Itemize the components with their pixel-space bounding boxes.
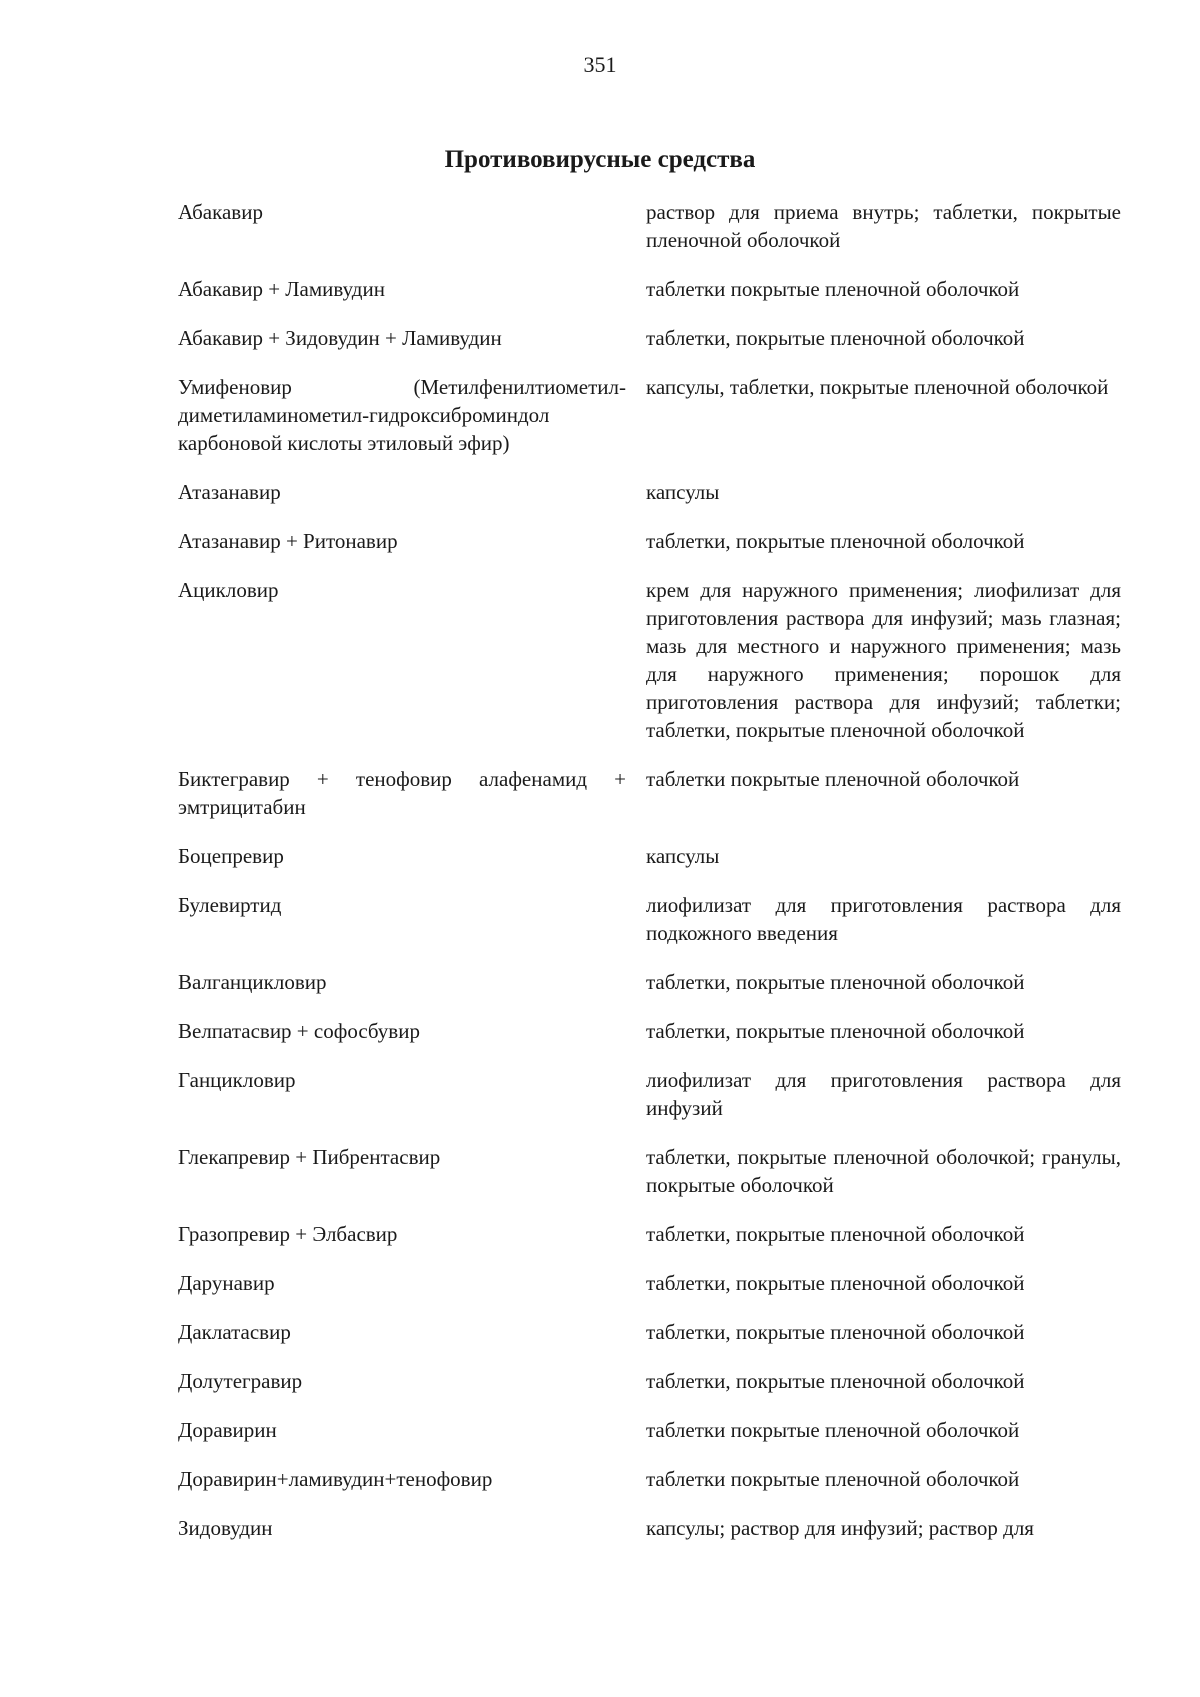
drug-list xyxy=(178,198,1125,1563)
dosage-form: таблетки, покрытые пленочной оболочкой; гранулы, покрытые оболочкой xyxy=(646,1145,1121,1197)
dosage-form: таблетки, покрытые пленочной оболочкой xyxy=(646,970,1025,994)
drug-entry xyxy=(178,891,1125,947)
dosage-form: таблетки, покрытые пленочной оболочкой xyxy=(646,1271,1025,1295)
drug-entry xyxy=(178,1269,1125,1297)
drug-entry xyxy=(178,1220,1125,1248)
dosage-form: таблетки, покрытые пленочной оболочкой xyxy=(646,529,1025,553)
drug-entry xyxy=(178,275,1125,303)
dosage-form: таблетки, покрытые пленочной оболочкой xyxy=(646,1222,1025,1246)
dosage-form: таблетки покрытые пленочной оболочкой xyxy=(646,277,1020,301)
dosage-form: таблетки покрытые пленочной оболочкой xyxy=(646,767,1020,791)
drug-name: Доравирин xyxy=(178,1418,277,1442)
dosage-form: таблетки покрытые пленочной оболочкой xyxy=(646,1418,1020,1442)
dosage-form: капсулы; раствор для инфузий; раствор для xyxy=(646,1516,1034,1540)
drug-entry xyxy=(178,1514,1125,1542)
dosage-form: таблетки, покрытые пленочной оболочкой xyxy=(646,1019,1025,1043)
drug-name: Абакавир + Зидовудин + Ламивудин xyxy=(178,326,502,350)
dosage-form: таблетки, покрытые пленочной оболочкой xyxy=(646,326,1025,350)
drug-name: Боцепревир xyxy=(178,844,284,868)
drug-name: Доравирин+ламивудин+тенофовир xyxy=(178,1467,493,1491)
section-title: Противовирусные средства xyxy=(444,146,756,173)
drug-entry xyxy=(178,527,1125,555)
dosage-form: крем для наружного применения; лиофилизат для приготовления раствора для инфузий; мазь глазная; мазь для местного и наружного применения; мазь для наружного применения; порошок для приготовления раствора для инфузий; таблетки; таблетки, покрытые пленочной оболочкой xyxy=(646,578,1121,742)
drug-entry xyxy=(178,1318,1125,1346)
dosage-form: таблетки покрытые пленочной оболочкой xyxy=(646,1467,1020,1491)
drug-name: Атазанавир + Ритонавир xyxy=(178,529,398,553)
drug-entry xyxy=(178,198,1125,254)
drug-name: Атазанавир xyxy=(178,480,281,504)
drug-entry xyxy=(178,324,1125,352)
drug-entry xyxy=(178,842,1125,870)
drug-entry xyxy=(178,373,1125,457)
drug-name: Велпатасвир + софосбувир xyxy=(178,1019,420,1043)
dosage-form: капсулы xyxy=(646,480,720,504)
drug-name: Дарунавир xyxy=(178,1271,275,1295)
drug-entry xyxy=(178,1017,1125,1045)
drug-name: Абакавир xyxy=(178,200,263,224)
drug-entry xyxy=(178,765,1125,821)
drug-name: Биктегравир + тенофовир алафенамид + эмтрицитабин xyxy=(178,767,626,819)
dosage-form: капсулы, таблетки, покрытые пленочной оболочкой xyxy=(646,375,1109,399)
dosage-form: лиофилизат для приготовления раствора для инфузий xyxy=(646,1068,1121,1120)
drug-entry xyxy=(178,1143,1125,1199)
dosage-form: таблетки, покрытые пленочной оболочкой xyxy=(646,1320,1025,1344)
drug-entry xyxy=(178,1367,1125,1395)
drug-name: Зидовудин xyxy=(178,1516,273,1540)
drug-name: Булевиртид xyxy=(178,893,282,917)
drug-entry xyxy=(178,1066,1125,1122)
page-number: 351 xyxy=(583,52,617,77)
drug-name: Ацикловир xyxy=(178,578,279,602)
drug-entry xyxy=(178,478,1125,506)
drug-name: Даклатасвир xyxy=(178,1320,291,1344)
dosage-form: раствор для приема внутрь; таблетки, покрытые пленочной оболочкой xyxy=(646,200,1121,252)
drug-name: Долутегравир xyxy=(178,1369,303,1393)
drug-name: Ганцикловир xyxy=(178,1068,296,1092)
drug-entry xyxy=(178,1416,1125,1444)
drug-name: Валганцикловир xyxy=(178,970,327,994)
drug-name: Умифеновир (Метилфенилтиометил-диметиламинометил-гидроксиброминдол карбоновой кислоты этиловый эфир) xyxy=(178,375,626,455)
drug-entry xyxy=(178,576,1125,744)
dosage-form: капсулы xyxy=(646,844,720,868)
drug-entry xyxy=(178,968,1125,996)
drug-name: Гразопревир + Элбасвир xyxy=(178,1222,398,1246)
drug-entry xyxy=(178,1465,1125,1493)
dosage-form: таблетки, покрытые пленочной оболочкой xyxy=(646,1369,1025,1393)
dosage-form: лиофилизат для приготовления раствора для подкожного введения xyxy=(646,893,1121,945)
drug-name: Глекапревир + Пибрентасвир xyxy=(178,1145,441,1169)
drug-name: Абакавир + Ламивудин xyxy=(178,277,385,301)
